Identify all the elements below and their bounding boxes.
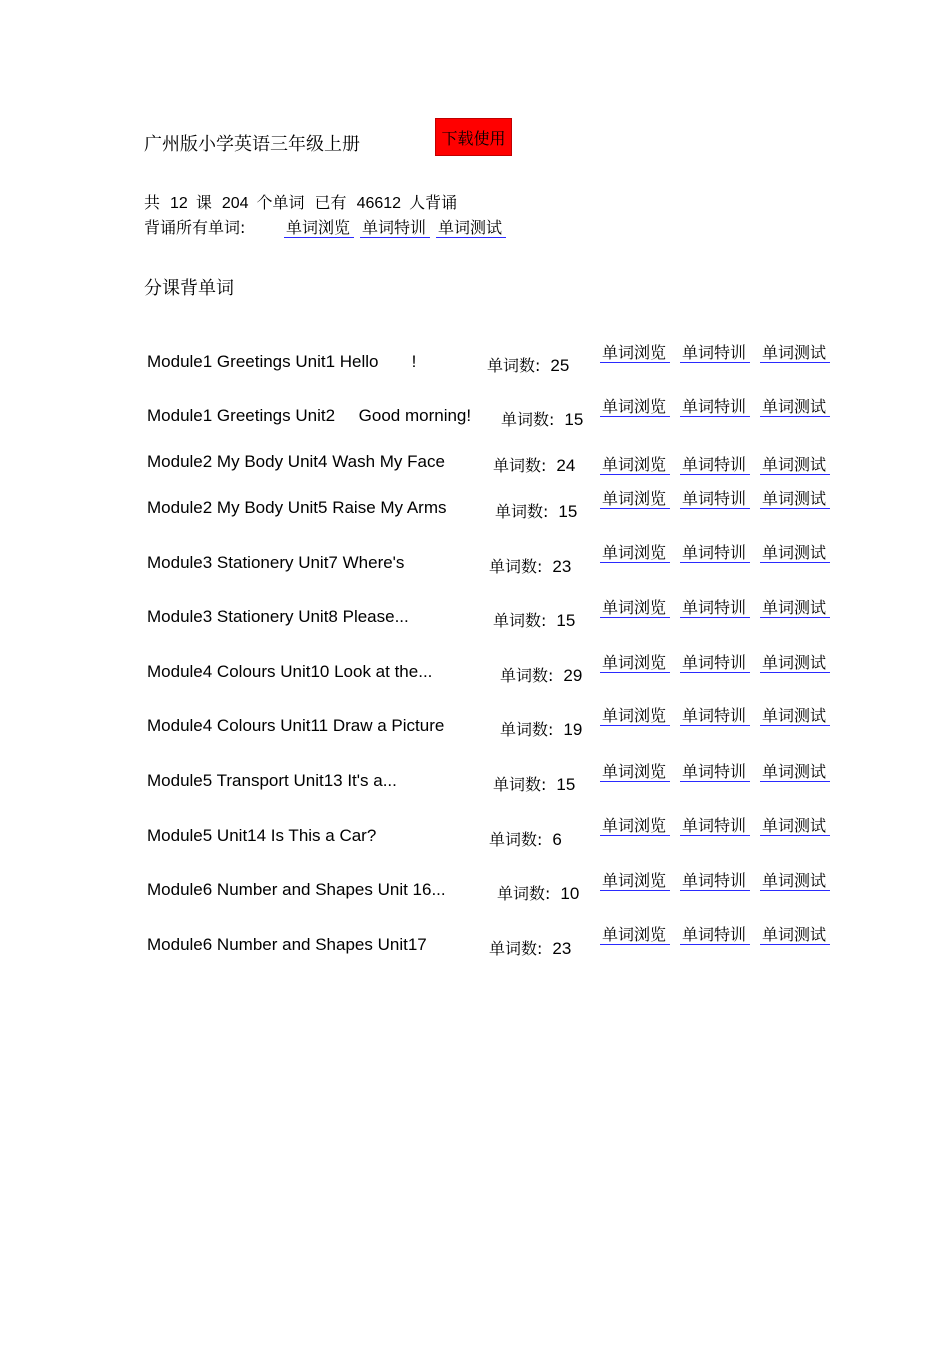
lesson-count: 12 xyxy=(170,195,188,212)
lesson-links xyxy=(600,650,840,673)
lesson-word-count xyxy=(497,881,579,904)
lesson-name: Module5 Transport Unit13 It's a... xyxy=(147,771,397,790)
lesson-test-link[interactable]: 单词测试 xyxy=(760,343,830,363)
lesson-name: Module4 Colours Unit11 Draw a Picture xyxy=(147,716,445,735)
lesson-test-link[interactable]: 单词测试 xyxy=(760,489,830,509)
word-count-label: 单词数: xyxy=(495,502,549,521)
lesson-name: Module3 Stationery Unit8 Please... xyxy=(147,607,409,626)
all-browse-link[interactable]: 单词浏览 xyxy=(284,218,354,238)
lesson-train-link[interactable]: 单词特训 xyxy=(680,397,750,417)
word-count-value: 15 xyxy=(558,502,578,521)
word-count-value: 10 xyxy=(560,884,580,903)
lesson-train-link[interactable]: 单词特训 xyxy=(680,871,750,891)
word-count-label: 单词数: xyxy=(501,410,555,429)
lesson-browse-link[interactable]: 单词浏览 xyxy=(600,455,670,475)
lesson-train-link[interactable]: 单词特训 xyxy=(680,653,750,673)
lesson-test-link[interactable]: 单词测试 xyxy=(760,871,830,891)
word-count-label: 单词数: xyxy=(489,939,543,958)
lesson-browse-link[interactable]: 单词浏览 xyxy=(600,489,670,509)
page-title: 广州版小学英语三年级上册 xyxy=(144,134,360,155)
lesson-test-link[interactable]: 单词测试 xyxy=(760,397,830,417)
lesson-word-count xyxy=(493,608,575,631)
word-count-label: 单词数: xyxy=(487,356,541,375)
lesson-test-link[interactable]: 单词测试 xyxy=(760,653,830,673)
lesson-name: Module2 My Body Unit4 Wash My Face xyxy=(147,452,445,471)
lesson-test-link[interactable]: 单词测试 xyxy=(760,925,830,945)
lesson-word-count xyxy=(493,453,575,476)
stats-line xyxy=(144,190,467,213)
word-count-value: 15 xyxy=(556,611,576,630)
lesson-train-link[interactable]: 单词特训 xyxy=(680,762,750,782)
lesson-train-link[interactable]: 单词特训 xyxy=(680,489,750,509)
lesson-browse-link[interactable]: 单词浏览 xyxy=(600,653,670,673)
lesson-browse-link[interactable]: 单词浏览 xyxy=(600,598,670,618)
lesson-name: Module6 Number and Shapes Unit17 xyxy=(147,935,427,954)
lesson-test-link[interactable]: 单词测试 xyxy=(760,598,830,618)
lesson-word-count xyxy=(489,554,571,577)
word-count-label: 单词数: xyxy=(489,557,543,576)
all-test-link[interactable]: 单词测试 xyxy=(436,218,506,238)
lesson-links xyxy=(600,703,840,726)
stats-words-unit: 个单词 xyxy=(256,193,305,212)
lesson-train-link[interactable]: 单词特训 xyxy=(680,598,750,618)
lesson-name: Module5 Unit14 Is This a Car? xyxy=(147,826,377,845)
lesson-test-link[interactable]: 单词测试 xyxy=(760,706,830,726)
word-count-value: 24 xyxy=(556,456,576,475)
lesson-browse-link[interactable]: 单词浏览 xyxy=(600,397,670,417)
lesson-test-link[interactable]: 单词测试 xyxy=(760,455,830,475)
lesson-train-link[interactable]: 单词特训 xyxy=(680,543,750,563)
stats-ke: 课 xyxy=(195,193,212,212)
stats-gong: 共 xyxy=(144,193,161,212)
stats-people-unit: 人背诵 xyxy=(409,193,458,212)
lesson-name: Module4 Colours Unit10 Look at the... xyxy=(147,662,433,681)
lesson-browse-link[interactable]: 单词浏览 xyxy=(600,343,670,363)
word-count-label: 单词数: xyxy=(493,611,547,630)
word-count-value: 29 xyxy=(563,666,583,685)
lesson-links xyxy=(600,922,840,945)
lesson-links xyxy=(600,813,840,836)
lesson-links xyxy=(600,595,840,618)
lesson-links xyxy=(600,394,840,417)
lesson-test-link[interactable]: 单词测试 xyxy=(760,543,830,563)
all-words-label: 背诵所有单词: xyxy=(144,218,246,237)
word-count-label: 单词数: xyxy=(500,720,554,739)
lesson-test-link[interactable]: 单词测试 xyxy=(760,762,830,782)
lesson-browse-link[interactable]: 单词浏览 xyxy=(600,816,670,836)
lesson-train-link[interactable]: 单词特训 xyxy=(680,816,750,836)
word-count-label: 单词数: xyxy=(489,830,543,849)
word-count-value: 23 xyxy=(552,939,572,958)
lesson-train-link[interactable]: 单词特训 xyxy=(680,925,750,945)
lesson-word-count xyxy=(501,407,583,430)
lesson-browse-link[interactable]: 单词浏览 xyxy=(600,706,670,726)
lesson-test-link[interactable]: 单词测试 xyxy=(760,816,830,836)
lesson-links xyxy=(600,340,840,363)
word-count-value: 15 xyxy=(564,410,584,429)
lesson-links xyxy=(600,452,840,475)
all-train-link[interactable]: 单词特训 xyxy=(360,218,430,238)
word-count-value: 19 xyxy=(563,720,583,739)
lesson-browse-link[interactable]: 单词浏览 xyxy=(600,871,670,891)
lesson-word-count xyxy=(493,772,575,795)
lesson-word-count xyxy=(489,936,571,959)
lesson-name: Module1 Greetings Unit1 Hello ! xyxy=(147,352,417,371)
lesson-train-link[interactable]: 单词特训 xyxy=(680,706,750,726)
word-count: 204 xyxy=(221,195,249,212)
word-count-value: 25 xyxy=(550,356,570,375)
lesson-train-link[interactable]: 单词特训 xyxy=(680,455,750,475)
word-count-label: 单词数: xyxy=(493,456,547,475)
word-count-value: 23 xyxy=(552,557,572,576)
stats-already: 已有 xyxy=(314,193,347,212)
lesson-browse-link[interactable]: 单词浏览 xyxy=(600,543,670,563)
lesson-name: Module3 Stationery Unit7 Where's xyxy=(147,553,405,572)
word-count-value: 15 xyxy=(556,775,576,794)
lesson-word-count xyxy=(495,499,577,522)
lesson-browse-link[interactable]: 单词浏览 xyxy=(600,762,670,782)
lesson-word-count xyxy=(489,827,562,850)
word-count-label: 单词数: xyxy=(497,884,551,903)
lesson-train-link[interactable]: 单词特训 xyxy=(680,343,750,363)
lesson-name: Module6 Number and Shapes Unit 16... xyxy=(147,880,446,899)
lesson-name: Module1 Greetings Unit2 Good morning! xyxy=(147,406,472,425)
lesson-name: Module2 My Body Unit5 Raise My Arms xyxy=(147,498,447,517)
lesson-word-count xyxy=(487,353,569,376)
lesson-links xyxy=(600,759,840,782)
word-count-label: 单词数: xyxy=(500,666,554,685)
word-count-value: 6 xyxy=(552,830,562,849)
download-button[interactable]: 下载使用 xyxy=(435,118,512,156)
lesson-word-count xyxy=(500,717,582,740)
all-words-row xyxy=(144,215,512,238)
word-count-label: 单词数: xyxy=(493,775,547,794)
lesson-word-count xyxy=(500,663,582,686)
lesson-links xyxy=(600,486,840,509)
lesson-browse-link[interactable]: 单词浏览 xyxy=(600,925,670,945)
lesson-links xyxy=(600,868,840,891)
lesson-links xyxy=(600,540,840,563)
section-title: 分课背单词 xyxy=(144,278,234,299)
people-count: 46612 xyxy=(356,195,402,212)
